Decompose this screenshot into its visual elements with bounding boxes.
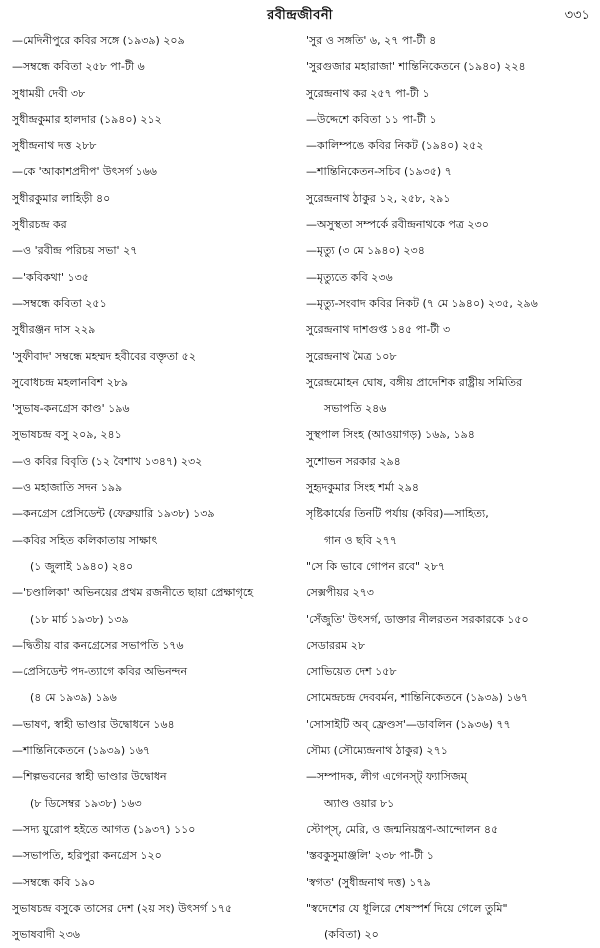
index-entry: —সম্পাদক, লীগ এগেনস্ট্ ফ্যাসিজম্ (306, 770, 467, 784)
index-entry: স্টোপ্স্, মেরি, ও জন্মনিয়ন্ত্রণ-আন্দোলন ৪৫ (306, 822, 499, 836)
index-entry: —ও কবির বিবৃতি (১২ বৈশাখ ১৩৪৭) ২৩২ (12, 454, 203, 468)
index-entry: —সম্বন্ধে কবি ১৯০ (12, 875, 96, 889)
index-entry: —কে 'আকাশপ্রদীপ' উৎসর্গ ১৬৬ (12, 165, 157, 179)
index-entry: সুস্থপাল সিংহ (আওয়াগড়) ১৬৯, ১৯৪ (306, 428, 475, 442)
index-entry: সুরেন্দ্রনাথ মৈত্র ১০৮ (306, 349, 397, 363)
index-entry: —ও মহাজাতি সদন ১৯৯ (12, 481, 123, 495)
index-entry: সোমেন্দ্রচন্দ্র দেববর্মন, শান্তিনিকেতনে (১৯৩৯) ১৬৭ (306, 691, 528, 705)
index-entry: —'কবিকথা' ১৩৫ (12, 270, 89, 284)
index-entry: 'স্তবকুসুমাঞ্জলি' ২৩৮ পা-টী ১ (306, 849, 434, 863)
index-entry: "সে কি ভাবে গোপন রবে" ২৮৭ (306, 559, 446, 573)
index-entry: —সম্বন্ধে কবিতা ২৫৮ পা-টী ৬ (12, 60, 145, 74)
page-number: ৩৩১ (564, 8, 590, 23)
index-entry: সুধীরচন্দ্র কর (12, 218, 67, 232)
index-entry: সুধীরঞ্জন দাস ২২৯ (12, 323, 96, 337)
index-entry: সুবোধচন্দ্র মহলানবিশ ২৮৯ (12, 375, 129, 389)
index-entry: 'সুফীবাদ' সম্বন্ধে মহম্মদ হবীবের বক্তৃতা ৫২ (12, 349, 196, 363)
index-entry: সুশোভন সরকার ২৯৪ (306, 454, 401, 468)
index-entry: —শান্তিনিকেতনে (১৯৩৯) ১৬৭ (12, 744, 151, 758)
index-entry: —শিল্পভবনের স্বাহী ভাণ্ডার উদ্বোধন (12, 770, 167, 784)
index-entry: (৮ ডিসেম্বর ১৯৩৮) ১৬৩ (30, 796, 142, 810)
index-entry: 'সুর ও সঙ্গতি' ৬, ২৭ পা-টী ৪ (306, 34, 437, 47)
index-entry: —ও 'রবীন্দ্র পরিচয় সভা' ২৭ (12, 244, 138, 258)
index-entry: সুরেন্দ্রনাথ ঠাকুর ১২, ২৫৮, ২৯১ (306, 191, 451, 205)
index-entry: —ভাষণ, স্বাহী ভাণ্ডার উদ্বোধনে ১৬৪ (12, 717, 175, 731)
index-entry: (১৮ মার্চ ১৯৩৮) ১৩৯ (30, 612, 129, 626)
index-column-right (306, 28, 594, 948)
index-entry: (কবিতা) ২০ (324, 928, 379, 942)
index-entry: সভাপতি ২৪৬ (324, 402, 387, 416)
index-entry: অ্যাণ্ড ওয়ার ৮১ (324, 796, 395, 810)
index-entry: —মৃত্যুতে কবি ২৩৬ (306, 270, 393, 284)
index-entry: সুভাষবাদী ২৩৬ (12, 928, 80, 942)
index-entry: —'চণ্ডালিকা' অভিনয়ের প্রথম রজনীতে ছায়া প্রেক্ষাগৃহে (12, 586, 254, 600)
index-entry: —উদ্দেশে কবিতা ১১ পা-টী ১ (306, 112, 437, 126)
index-entry: —শান্তিনিকেতন-সচিব (১৯৩৫) ৭ (306, 165, 452, 179)
index-entry: —সম্বন্ধে কবিতা ২৫১ (12, 296, 107, 310)
index-column-left (12, 28, 300, 948)
running-header: রবীন্দ্রজীবনী (267, 8, 333, 23)
index-entry: সুহৃদকুমার সিংহ শর্মা ২৯৪ (306, 481, 419, 495)
index-entry: সুধীন্দ্রকুমার হালদার (১৯৪০) ২১২ (12, 112, 162, 126)
index-entry: "স্বদেশের যে ধূলিরে শেষস্পর্শ দিয়ে গেলে তুমি" (306, 901, 508, 915)
index-entry: সোভিয়েত দেশ ১৫৮ (306, 665, 397, 679)
index-entry: —সভাপতি, হরিপুরা কনগ্রেস ১২০ (12, 849, 162, 863)
index-entry: (১ জুলাই ১৯৪০) ২৪০ (30, 559, 134, 573)
index-entry: —কালিম্পঙে কবির নিকট (১৯৪০) ২৫২ (306, 139, 484, 153)
index-entry: সেডাররম ২৮ (306, 638, 366, 652)
index-entry: —সদ্য য়ুরোপ হইতে আগত (১৯৩৭) ১১০ (12, 822, 196, 836)
index-entry: —দ্বিতীয় বার কনগ্রেসের সভাপতি ১৭৬ (12, 638, 184, 652)
index-entry: —অসুস্থতা সম্পর্কে রবীন্দ্রনাথকে পত্র ২৩০ (306, 218, 489, 232)
index-entry: সৃষ্টিকার্যের তিনটি পর্যায় (কবির)—সাহিত্য, (306, 507, 489, 521)
index-entry: —কবির সহিত কলিকাতায় সাক্ষাৎ (12, 533, 158, 547)
index-entry: —মৃত্যু-সংবাদ কবির নিকট (৭ মে ১৯৪০) ২৩৫, ২৯৬ (306, 296, 538, 310)
index-entry: সুভাষচন্দ্র বসু ২০৯, ২৪১ (12, 428, 122, 442)
index-entry: সেক্সপীয়র ২৭৩ (306, 586, 374, 600)
index-entry: সুরেন্দ্রনাথ কর ২৫৭ পা-টী ১ (306, 86, 430, 100)
index-entry: 'সোসাইটি অব্ ফ্রেণ্ডস'—ডাবলিন (১৯৩৬) ৭৭ (306, 717, 511, 731)
index-entry: সুরেন্দ্রমোহন ঘোষ, বঙ্গীয় প্রাদেশিক রাষ্ট্রীয় সমিতির (306, 375, 523, 389)
index-entry: সুধাময়ী দেবী ৩৮ (12, 86, 86, 100)
index-entry: —মেদিনীপুরে কবির সঙ্গে (১৯৩৯) ২০৯ (12, 34, 185, 47)
index-entry: গান ও ছবি ২৭৭ (324, 533, 397, 547)
index-entry: সৌম্য (সৌম্যেন্দ্রনাথ ঠাকুর) ২৭১ (306, 744, 448, 758)
index-entry: —মৃত্যু (৩ মে ১৯৪০) ২৩৪ (306, 244, 425, 258)
index-entry: (৪ মে ১৯৩৯) ১৯৬ (30, 691, 117, 705)
index-entry: 'সুরগুজার মহারাজা' শান্তিনিকেতনে (১৯৪০) ২২৪ (306, 60, 526, 74)
index-entry: সুভাষচন্দ্র বসুকে তাসের দেশ (২য় সং) উৎসর্গ ১৭৫ (12, 901, 233, 915)
index-entry: 'সেঁজুতি' উৎসর্গ, ডাক্তার নীলরতন সরকারকে ১৫০ (306, 612, 529, 626)
index-entry: সুধীন্দ্রনাথ দত্ত ২৮৮ (12, 139, 97, 153)
index-entry: —প্রেসিডেন্ট পদ-ত্যাগে কবির অভিনন্দন (12, 665, 188, 679)
index-entry: 'সুভাষ-কনগ্রেস কাণ্ড' ১৯৬ (12, 402, 130, 416)
index-entry: 'স্বগত' (সুধীন্দ্রনাথ দত্ত) ১৭৯ (306, 875, 431, 889)
index-entry: সুরেন্দ্রনাথ দাশগুপ্ত ১৪৫ পা-টী ৩ (306, 323, 451, 337)
index-entry: সুধীরকুমার লাহিড়ী ৪০ (12, 191, 111, 205)
index-entry: —কনগ্রেস প্রেসিডেন্ট (ফেব্রুয়ারি ১৯৩৮) ১৩৯ (12, 507, 215, 521)
